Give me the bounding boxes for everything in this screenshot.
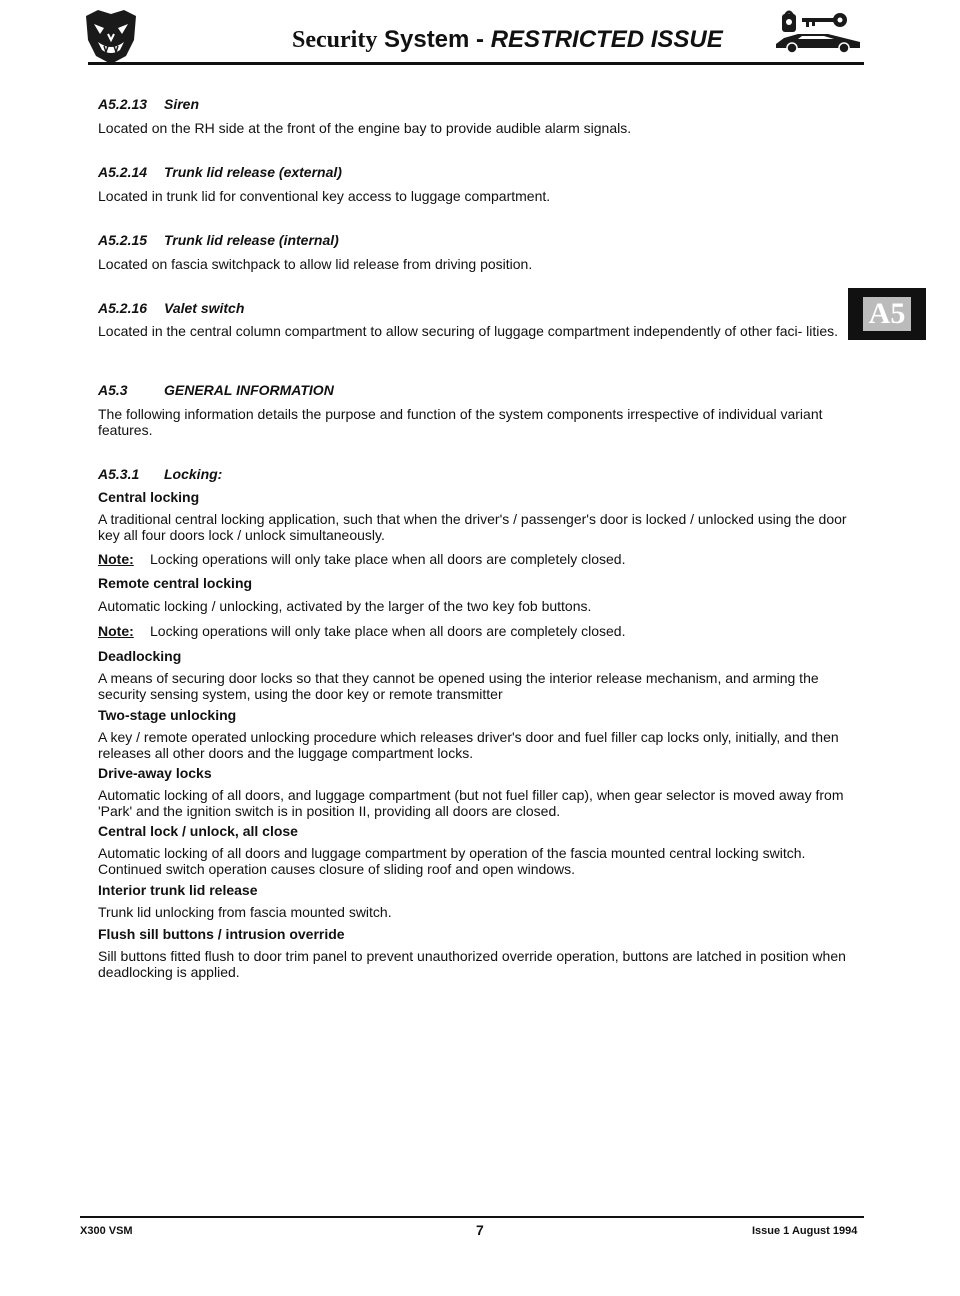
page-header-title: Security System - RESTRICTED ISSUE xyxy=(292,26,723,53)
section-heading: A5.3.1 Locking: xyxy=(98,466,223,482)
paragraph: A means of securing door locks so that they cannot be opened using the interior release mechanism, and arming the security sensing system, using the door key or remote transmitter xyxy=(98,670,819,702)
subheading-central-locking: Central locking xyxy=(98,489,200,505)
section-body: Located in trunk lid for conventional key access to luggage compartment. xyxy=(98,188,551,204)
subheading-deadlocking: Deadlocking xyxy=(98,648,182,664)
jaguar-logo-icon xyxy=(80,6,142,68)
footer-document-code: X300 VSM xyxy=(80,1225,133,1237)
section-heading: A5.2.13 Siren xyxy=(98,96,200,112)
paragraph: Automatic locking of all doors, and luggage compartment (but not fuel filler cap), when gear selector is moved away from 'Park' and the ignition switch is in position II, providing all doors are closed. xyxy=(98,787,844,819)
section-body: The following information details the purpose and function of the system components irrespective of individual variant features. xyxy=(98,406,823,438)
section-heading: A5.3 GENERAL INFORMATION xyxy=(98,382,334,398)
paragraph: Automatic locking / unlocking, activated by the larger of the two key fob buttons. xyxy=(98,598,592,614)
section-body: Located in the central column compartment to allow securing of luggage compartment independently of other faci- lities. xyxy=(98,323,839,339)
paragraph: Sill buttons fitted flush to door trim panel to prevent unauthorized override operation, buttons are latched in position when deadlocking is applied. xyxy=(98,948,846,980)
paragraph: Automatic locking of all doors and luggage compartment by operation of the fascia mounted central locking switch. Continued switch operation causes closure of sliding roof and open windows. xyxy=(98,845,806,877)
note: Note: Locking operations will only take place when all doors are completely closed. xyxy=(98,623,626,639)
paragraph: Trunk lid unlocking from fascia mounted switch. xyxy=(98,904,392,920)
section-heading: A5.2.16 Valet switch xyxy=(98,300,245,316)
subheading-drive-away-locks: Drive-away locks xyxy=(98,765,212,781)
car-lock-key-icon xyxy=(772,10,864,56)
subheading-two-stage-unlocking: Two-stage unlocking xyxy=(98,707,237,723)
footer-issue-date: Issue 1 August 1994 xyxy=(752,1225,858,1237)
header-rule xyxy=(88,62,864,65)
subheading-remote-central-locking: Remote central locking xyxy=(98,575,253,591)
footer-page-number: 7 xyxy=(476,1222,484,1238)
footer-rule xyxy=(80,1216,864,1218)
subheading-flush-sill-buttons: Flush sill buttons / intrusion override xyxy=(98,926,345,942)
paragraph: A key / remote operated unlocking procedure which releases driver's door and fuel filler cap locks only, initially, and then releases all other doors and the luggage compartment locks. xyxy=(98,729,839,761)
section-heading: A5.2.14 Trunk lid release (external) xyxy=(98,164,342,180)
section-tab: A5 xyxy=(848,288,926,340)
section-heading: A5.2.15 Trunk lid release (internal) xyxy=(98,232,339,248)
section-body: Located on fascia switchpack to allow lid release from driving position. xyxy=(98,256,533,272)
section-body: Located on the RH side at the front of the engine bay to provide audible alarm signals. xyxy=(98,120,632,136)
note: Note: Locking operations will only take place when all doors are completely closed. xyxy=(98,551,626,567)
paragraph: A traditional central locking application, such that when the driver's / passenger's door is locked / unlocked using the door key all four doors lock / unlock simultaneously. xyxy=(98,511,847,543)
subheading-central-lock-unlock: Central lock / unlock, all close xyxy=(98,823,298,839)
subheading-interior-trunk-lid-release: Interior trunk lid release xyxy=(98,882,258,898)
